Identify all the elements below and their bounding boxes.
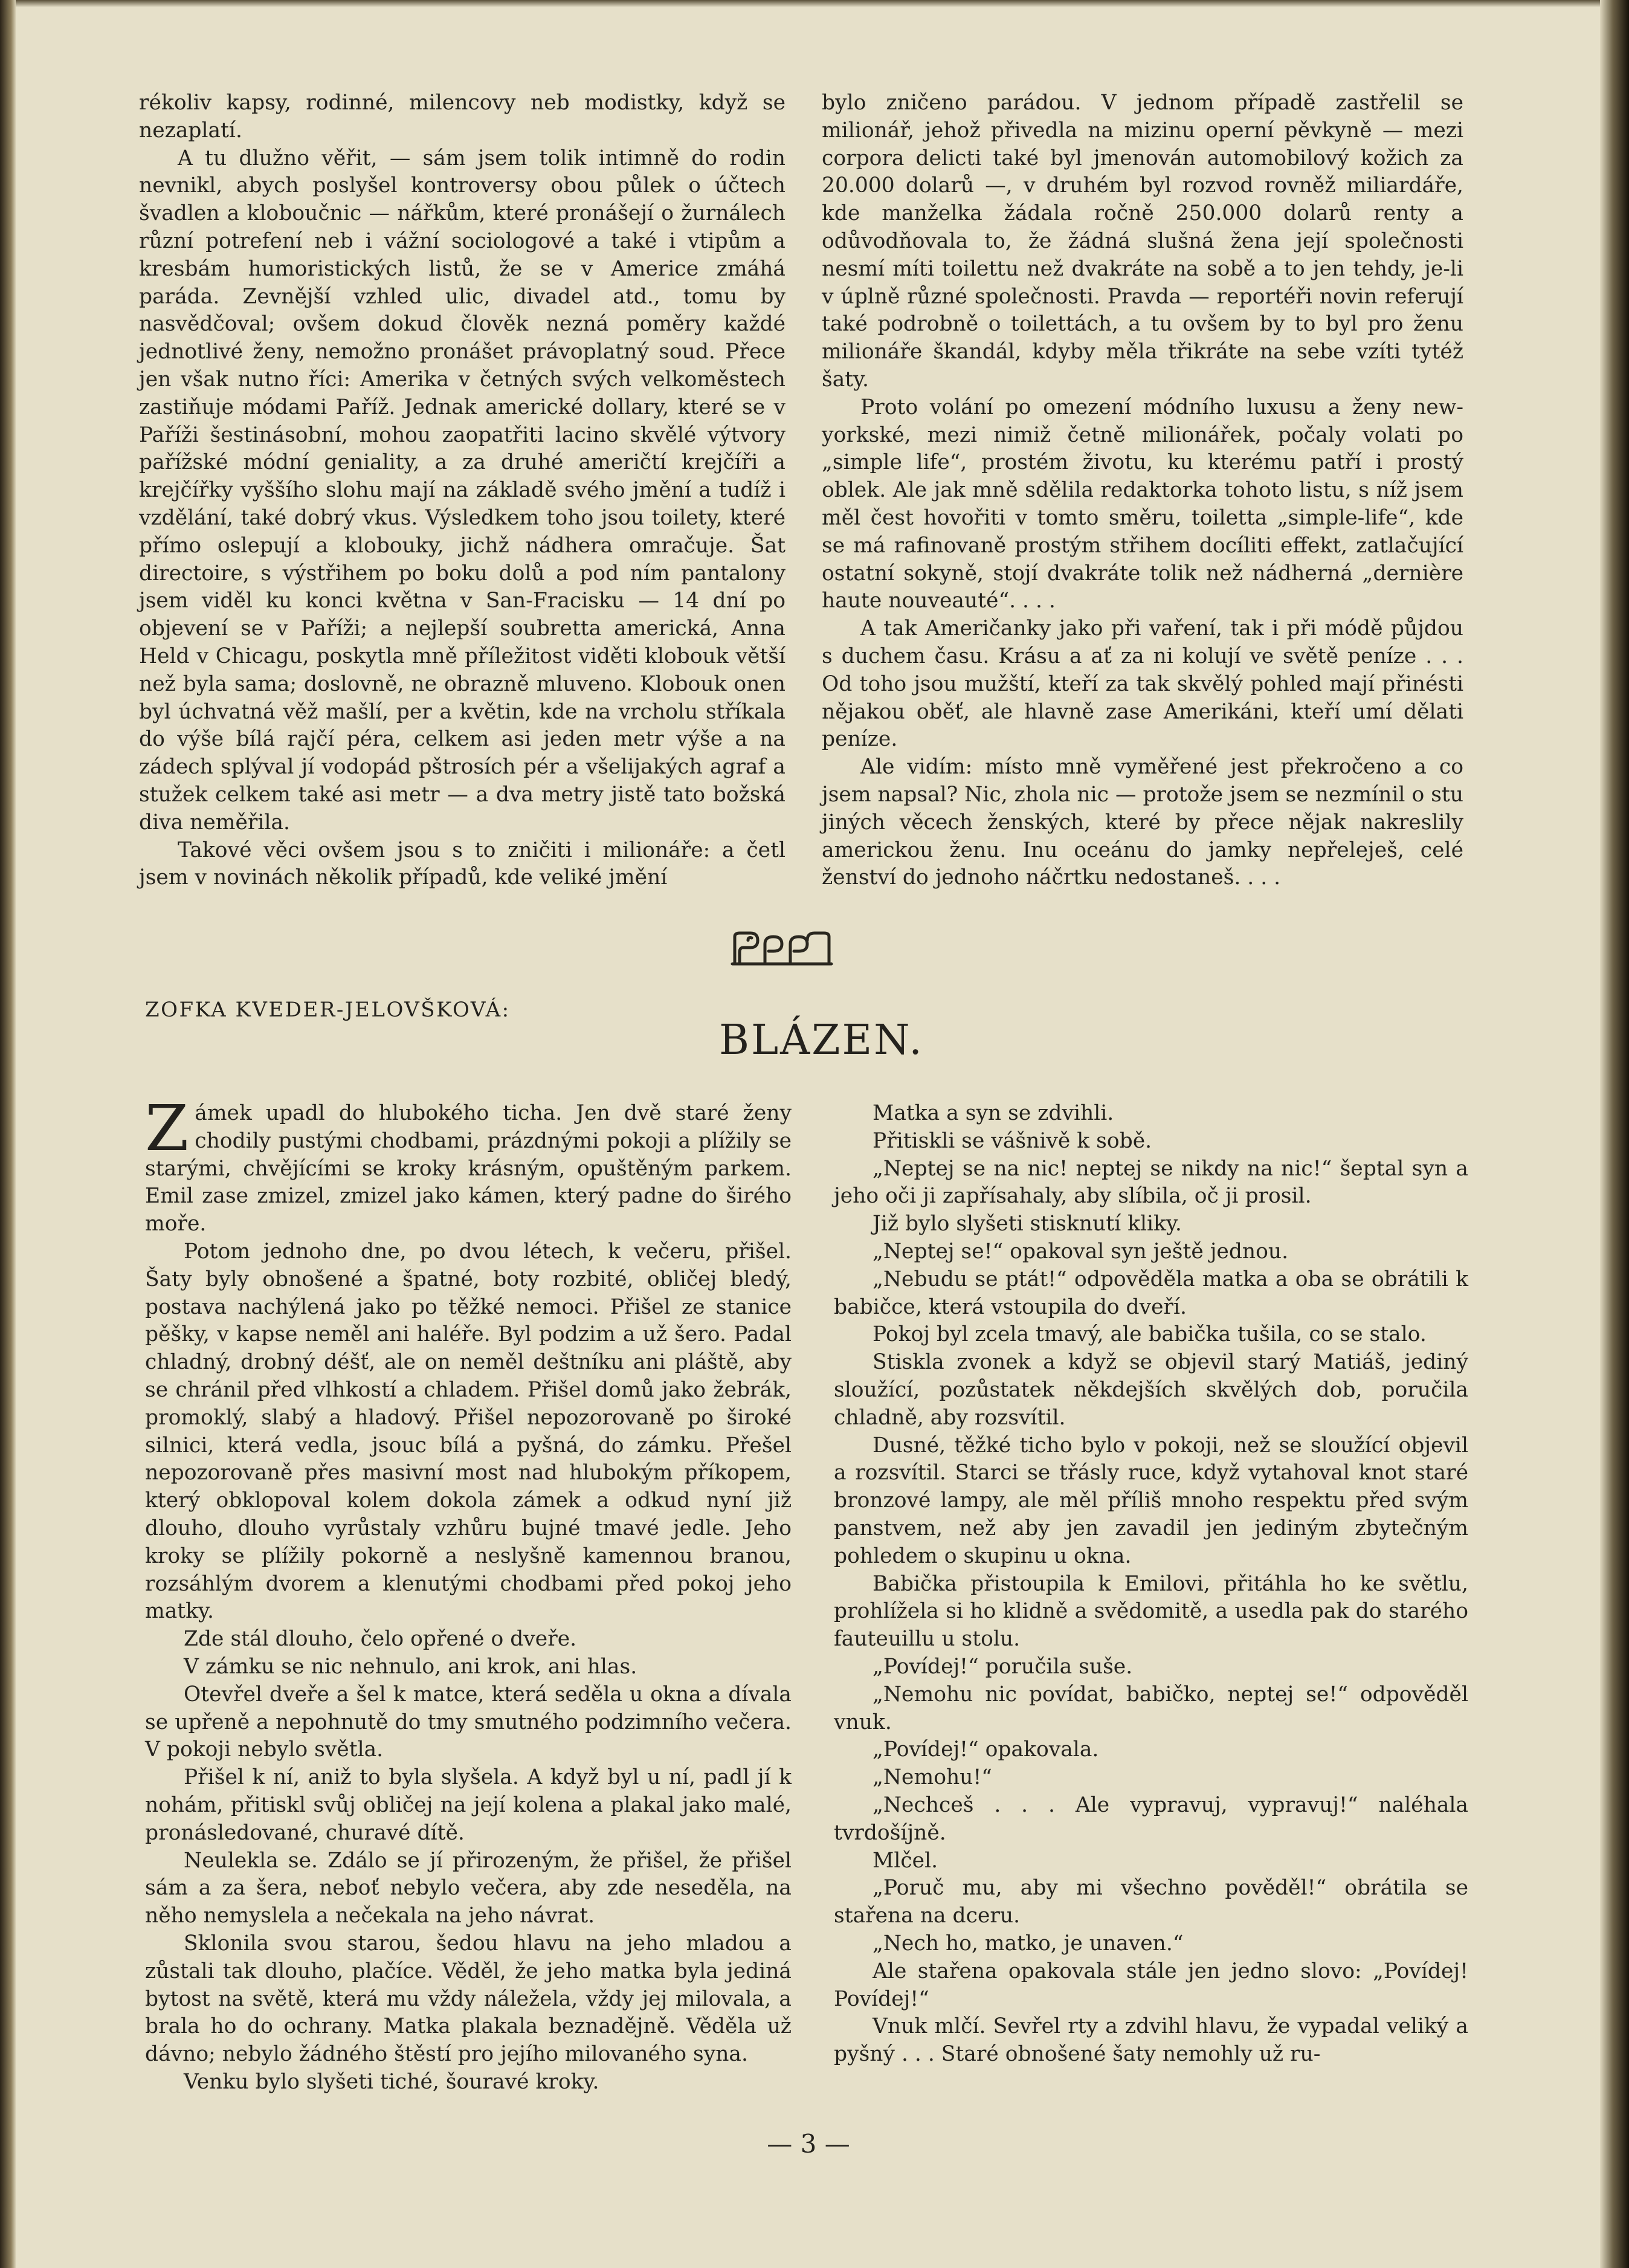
paragraph: bylo zničeno parádou. V jednom případě zastřelil se milionář, jehož přivedla na mizinu operní pěvkyně — mezi corpora delicti také byl jmenován automobilový kožich za 20.000 dolarů —, v druhém byl rozvod rovněž miliardáře, kde manželka žádala ročně 250.000 dolarů renty a odůvodňovala to, že žádná slušná žena její společnosti nesmí míti toilettu než dvakráte na sobě a to jen tehdy, je-li v úplně různé společnosti. Pravda — reportéři novin referují také podrobně o toilettách, a tu ovšem by to byl pro ženu milionáře škandál, kdyby měla třikráte na sebe vzíti tytéž šaty. xyxy=(822,91,1463,392)
paragraph: Již bylo slyšeti stisknutí kliky. xyxy=(873,1212,1182,1236)
paragraph: rékoliv kapsy, rodinné, milencovy neb modistky, když se nezaplatí. xyxy=(139,91,785,143)
paragraph: A tak Američanky jako při vaření, tak i při módě půjdou s duchem času. Krásu a ať za ni kolují ve světě peníze . . . Od toho jsou mužští, kteří za tak skvělý pohled mají přinésti nějakou oběť, ale hlavně zase Amerikáni, kteří umí dělati peníze. xyxy=(822,616,1463,752)
paragraph: Ale vidím: místo mně vyměřené jest překročeno a co jsem napsal? Nic, zhola nic — protože jsem se nezmínil o stu jiných věcech ženských, které by přece nějak nakreslily americkou ženu. Inu oceánu do jamky nepřeleješ, celé ženství do jednoho náčrtku nedostaneš. . . . xyxy=(822,755,1463,890)
paragraph: Stiskla zvonek a když se objevil starý Matiáš, jediný sloužící, pozůstatek někdejších skvělých dob, poručila chladně, aby rozsvítil. xyxy=(834,1350,1468,1430)
opening-paragraph xyxy=(145,1091,792,1238)
paragraph: „Nebudu se ptát!“ odpověděla matka a oba se obrátili k babičce, která vstoupila do dveří. xyxy=(834,1267,1468,1319)
paragraph: Proto volání po omezení módního luxusu a ženy new-yorkské, mezi nimiž četně milionářek, počaly volati po „simple life“, prostém životu, ku kterému patří i prostý oblek. Ale jak mně sdělila redaktorka tohoto listu, s níž jsem měl čest hovořiti v tomto směru, toiletta „simple-life“, kde se má rafinovaně prostým střihem docíliti effekt, zatlačující ostatní sokyně, stojí dvakráte tolik než nádherná „dernière haute nouveauté“. . . . xyxy=(822,395,1463,613)
ornament-icon xyxy=(730,931,834,966)
paragraph: „Nemohu!“ xyxy=(873,1765,992,1790)
paragraph: Neulekla se. Zdálo se jí přirozeným, že přišel, že přišel sám a za šera, neboť nebylo večera, aby zde neseděla, na něho nemyslela a nečekala na jeho návrat. xyxy=(145,1848,792,1928)
paragraph: Přišel k ní, aniž to byla slyšela. A když byl u ní, padl jí k nohám, přitiskl svůj obličej na její kolena a plakal jako malé, pronásledované, churavé dítě. xyxy=(145,1765,792,1845)
paragraph: V zámku se nic nehnulo, ani krok, ani hlas. xyxy=(184,1654,637,1679)
paragraph: Mlčel. xyxy=(873,1848,938,1873)
essay-left-column xyxy=(139,89,785,892)
paragraph: Babička přistoupila k Emilovi, přitáhla ho ke světlu, prohlížela si ho klidně a svědomitě, a usedla pak do starého fauteuillu u stolu. xyxy=(834,1571,1468,1652)
paragraph: „Nemohu nic povídat, babičko, neptej se!“ odpověděl vnuk. xyxy=(834,1682,1468,1734)
paragraph: Dusné, těžké ticho bylo v pokoji, než se sloužící objevil a rozsvítil. Starci se třásly ruce, když vytahoval knot staré bronzové lampy, ale měl příliš mnoho respektu před svým panstvem, než aby jen zavadil jen jediným zbytečným pohledem o skupinu u okna. xyxy=(834,1433,1468,1568)
page-edge-shadow xyxy=(1600,0,1629,2268)
story-right-column xyxy=(834,1100,1468,2069)
paragraph: Zde stál dlouho, čelo opřené o dveře. xyxy=(184,1627,577,1652)
paragraph: Ale stařena opakovala stále jen jedno slovo: „Povídej! Povídej!“ xyxy=(834,1959,1468,2011)
paragraph: Otevřel dveře a šel k matce, která seděla u okna a dívala se upřeně a nepohnutě do tmy smutného podzimního večera. V pokoji nebylo světla. xyxy=(145,1682,792,1762)
paragraph: „Nechceš . . . Ale vypravuj, vypravuj!“ naléhala tvrdošíjně. xyxy=(834,1792,1468,1845)
book-spine-shadow xyxy=(0,0,16,2268)
paragraph: „Povídej!“ poručila suše. xyxy=(873,1654,1133,1679)
paragraph: Potom jednoho dne, po dvou létech, k večeru, přišel. Šaty byly obnošené a špatné, boty rozbité, obličej bledý, postava nachýlená jako po těžké nemoci. Přišel ze stanice pěšky, v kapse neměl ani haléře. Byl podzim a už šero. Padal chladný, drobný déšť, ale on neměl deštníku ani pláště, aby se chránil před vlhkostí a chladem. Přišel domů jako žebrák, promoklý, slabý a hladový. Přišel nepozorovaně po široké silnici, která vedla, jsouc bílá a pyšná, do zámku. Přešel nepozorovaně přes masivní most nad hlubokým příkopem, který obklopoval kolem dokola zámek a odkud nyní již dlouho, dlouho vyrůstaly vzhůru bujné tmavé jedle. Jeho kroky se plížily pokorně a neslyšně kamennou branou, rozsáhlým dvorem a klenutými chodbami před pokoj jeho matky. xyxy=(145,1239,792,1624)
paragraph-text: ámek upadl do hlubokého ticha. Jen dvě staré ženy chodily pustými chodbami, prázdnými pokoji a plížily se starými, chvějícími se kroky krásným, opuštěným parkem. Emil zase zmizel, zmizel jako kámen, který padne do širého moře. xyxy=(145,1101,792,1236)
page-number: — 3 — xyxy=(767,2129,850,2159)
paragraph: Vnuk mlčí. Sevřel rty a zdvihl hlavu, že vypadal veliký a pyšný . . . Staré obnošené šaty nemohly už ru- xyxy=(834,2014,1468,2067)
page-top-edge xyxy=(16,0,1600,7)
paragraph: Přitiskli se vášnivě k sobě. xyxy=(873,1128,1152,1153)
paragraph: Sklonila svou starou, šedou hlavu na jeho mladou a zůstali tak dlouho, plačíce. Věděl, že jeho matka byla jediná bytost na světě, která mu vždy náležela, vždy jej milovala, a brala ho do ochrany. Matka plakala beznadějně. Věděla už dávno; nebylo žádného štěstí pro jejího milovaného syna. xyxy=(145,1931,792,2067)
story-author: ZOFKA KVEDER-JELOVŠKOVÁ: xyxy=(145,998,511,1022)
paragraph: Venku bylo slyšeti tiché, šouravé kroky. xyxy=(184,2069,599,2094)
story-left-column xyxy=(145,1091,792,2096)
paragraph: A tu dlužno věřit, — sám jsem tolik intimně do rodin nevnikl, abych poslyšel kontroversy obou půlek o účtech švadlen a kloboučnic — nářkům, které pronášejí o žurnálech různí potrefení neb i vážní sociologové a také i vtipům a kresbám humoristických listů, že se v Americe zmáhá paráda. Zevnější vzhled ulic, divadel atd., tomu by nasvědčoval; ovšem dokud člověk nezná poměry každé jednotlivé ženy, nemožno pronášet právoplatný soud. Přece jen však nutno říci: Amerika v četných svých velkoměstech zastiňuje módami Paříž. Jednak americké dollary, které se v Paříži šestinásobní, mohou zaopatřiti lacino skvělé výtvory pařížské módní geniality, a za druhé američtí krejčíři a krejčířky vyššího slohu mají na základě svého jmění a tudíž i vzdělání, také dobrý vkus. Výsledkem toho jsou toilety, které přímo oslepují a klobouky, jichž nádhera omračuje. Šat directoire, s výstřihem po boku dolů a pod ním pantalony jsem viděl ku konci května v San-Fracisku — 14 dní po objevení se v Paříži; a nejlepší soubretta americká, Anna Held v Chicagu, poskytla mně příležitost viděti klobouk větší než byla sama; doslovně, ne obrazně mluveno. Klobouk onen byl úchvatná věž mašlí, per a květin, kde na vrcholu stříkala do výše bílá rajčí péra, celkem asi jeden metr výše a na zádech splýval jí vodopád pštrosích pér a všelijakých agraf a stužek celkem také asi metr — a dva metry jistě tato božská diva neměřila. xyxy=(139,146,785,835)
paragraph: Matka a syn se zdvihli. xyxy=(873,1101,1114,1125)
paragraph: „Poruč mu, aby mi všechno pověděl!“ obrátila se stařena na dceru. xyxy=(834,1876,1468,1928)
paragraph: Takové věci ovšem jsou s to zničiti i milionáře: a četl jsem v novinách několik případů, kde veliké jmění xyxy=(139,838,785,890)
paragraph: Pokoj byl zcela tmavý, ale babička tušila, co se stalo. xyxy=(873,1322,1427,1347)
essay-right-column xyxy=(822,89,1463,892)
paragraph: „Neptej se na nic! neptej se nikdy na nic!“ šeptal syn a jeho oči ji zapřísahaly, aby slíbila, oč ji prosil. xyxy=(834,1156,1468,1209)
drop-cap: Z xyxy=(145,1091,189,1165)
story-title: BLÁZEN. xyxy=(719,1016,924,1064)
paragraph: „Povídej!“ opakovala. xyxy=(873,1737,1099,1762)
paragraph: „Nech ho, matko, je unaven.“ xyxy=(873,1931,1184,1956)
paragraph: „Neptej se!“ opakoval syn ještě jednou. xyxy=(873,1239,1289,1264)
